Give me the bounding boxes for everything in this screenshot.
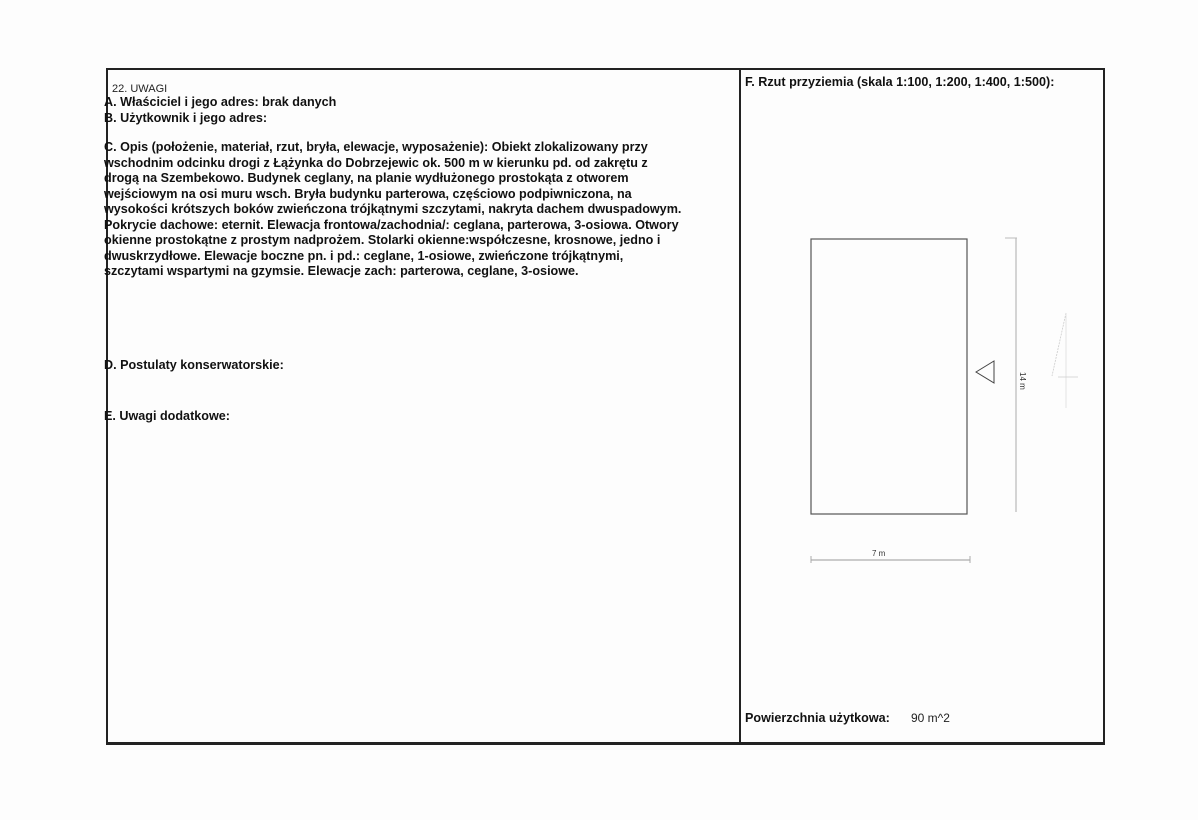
description-line: drogą na Szembekowo. Budynek ceglany, na planie wydłużonego prostokąta z otworem [104, 171, 629, 185]
width-label: 7 m [872, 549, 886, 558]
description-line: Pokrycie dachowe: eternit. Elewacja frontowa/zachodnia/: ceglana, parterowa, 3-osiowa. Otwory [104, 217, 679, 232]
usable-area-label: Powierzchnia użytkowa: [745, 711, 890, 725]
description-line: C. Opis (położenie, materiał, rzut, bryła, elewacje, wyposażenie): Obiekt zlokalizowany przy [104, 140, 648, 154]
description-line: szczytami wspartymi na gzymsie. Elewacje zach: parterowa, ceglane, 3-osiowe. [104, 264, 579, 278]
description-line: dwuskrzydłowe. Elewacje boczne pn. i pd.: ceglane, 1-osiowe, zwieńczone trójkątnymi, [104, 248, 624, 263]
length-label: 14 m [1018, 372, 1027, 390]
plan-title: F. Rzut przyziemia (skala 1:100, 1:200, 1:400, 1:500): [745, 75, 1055, 89]
description-line: wysokości krótszych boków zwieńczona trójkątnymi szczytami, nakryta dachem dwuspadowym. [104, 202, 682, 216]
remarks-line: E. Uwagi dodatkowe: [104, 409, 230, 423]
section-number: 22. UWAGI [112, 83, 168, 95]
conservation-line: D. Postulaty konserwatorskie: [104, 358, 284, 372]
description-block [104, 140, 681, 280]
owner-line: A. Właściciel i jego adres: brak danych [104, 95, 337, 109]
description-line: okienne prostokątne z prostym nadprożem. Stolarki okienne:współczesne, krosnowe, jedno i [104, 233, 661, 247]
column-divider [739, 68, 741, 745]
description-line: wejściowym na osi muru wsch. Bryła budynku parterowa, częściowo podpiwniczona, na [104, 186, 632, 201]
description-line: wschodnim odcinku drogi z Łążynka do Dobrzejewic ok. 500 m w kierunku pd. od zakrętu z [104, 155, 648, 170]
user-line: B. Użytkownik i jego adres: [104, 111, 268, 125]
usable-area-value: 90 m^2 [911, 711, 950, 725]
